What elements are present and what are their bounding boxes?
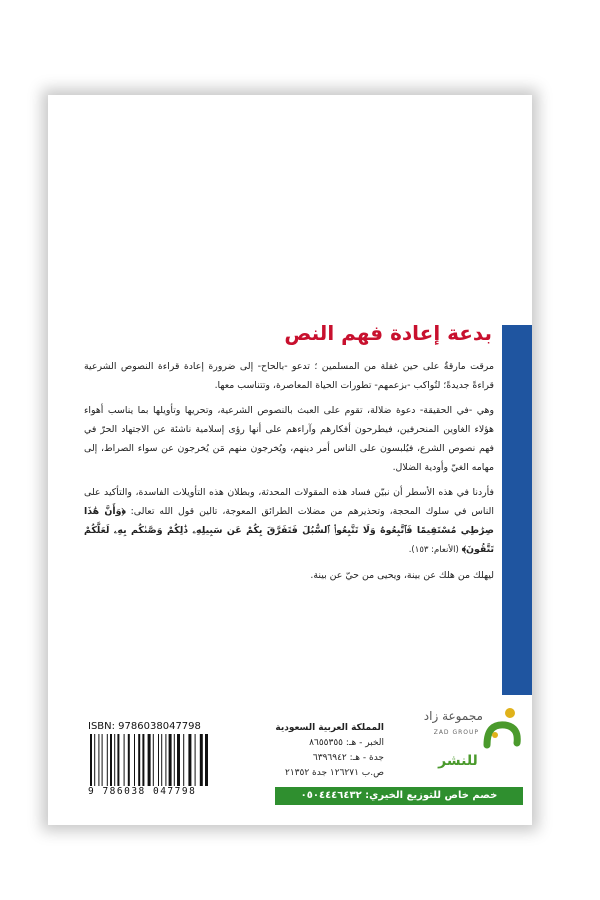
paragraph-1: مرقت مارقةٌ على حين غفلة من المسلمين ؛ تدعو -بالحاح- إلى ضرورة إعادة قراءة النصوص الشرعية قراءةً جديدةً؛ لتُواكب -بزعمهم- تطورات الحياة المعاصرة، وتتناسب معها. bbox=[84, 361, 494, 391]
logo-brand-arabic: مجموعة زاد bbox=[423, 709, 483, 723]
isbn-label: ISBN: 9786038047798 bbox=[88, 721, 201, 732]
paragraph-2: وهي -في الحقيقة- دعوة ضلالة، تقوم على العبث بالنصوص الشرعية، وتحريها وتأويلها بما يناسب أهواء هؤلاء الغاوين المنحرفين، فيطرحون أفكارهم وآراءهم على أنها رؤى إسلامية ناشئة عن الاجتهاد الحرّ في فهم نصوص الشرع، فيُلبسون على الناس أمر دينهم، ويُخرجون منهم مَن يُخرجون عن سواء الصراط، إلى مهامه الغيّ وأودية الضلال. bbox=[84, 405, 494, 473]
logo-publish-text: للنشر bbox=[438, 753, 478, 769]
blurb-text bbox=[84, 357, 494, 591]
zad-logo-icon bbox=[483, 705, 523, 753]
paragraph-3-text: فأردنا في هذه الأسطر أن نبيّن فساد هذه المقولات المحدثة، وبطلان هذه التأويلات الفاسدة، والتأكيد على الناس في سلوك المحجة، وتحذيرهم من مضلات الطرائق المعوجة، تالين قول الله تعالى: bbox=[84, 487, 495, 517]
barcode-digits: 9 786038 047798 bbox=[88, 786, 197, 797]
barcode-icon bbox=[88, 734, 226, 786]
address-line-jeddah: جدة - هـ: ٦٣٩٦٩٤٢ bbox=[312, 753, 384, 763]
book-back-cover bbox=[48, 95, 532, 825]
isbn-barcode bbox=[88, 721, 228, 801]
verse-reference: (الأنعام: ١٥٣). bbox=[408, 545, 459, 555]
book-title: بدعة إعادة فهم النص bbox=[284, 321, 492, 345]
publisher-address bbox=[272, 721, 384, 781]
address-line-khobar: الخبر - هـ: ٨٦٥٥٣٥٥ bbox=[309, 738, 384, 748]
closing-line: ليهلك من هلك عن بينة، ويحيى من حيّ عن بينة. bbox=[310, 570, 494, 581]
address-line-pobox: ص.ب ١٢٦٢٧١ جدة ٢١٣٥٢ bbox=[285, 768, 384, 778]
address-country: المملكة العربية السعودية bbox=[275, 723, 384, 733]
publisher-logo bbox=[393, 705, 523, 780]
paragraph-3 bbox=[84, 483, 494, 560]
charity-discount-banner: خصم خاص للتوزيع الخيري: ٠٥٠٤٤٤٦٤٣٢ bbox=[275, 787, 523, 805]
blue-side-bar bbox=[502, 325, 532, 695]
quran-verse: ﴿وَأَنَّ هَٰذَا صِرَٰطِي مُسْتَقِيمًا فَٱتَّبِعُوهُ وَلَا تَتَّبِعُوا۟ ٱلسُّبُلَ فَتَفَرَّقَ بِكُمْ عَن سَبِيلِهِۦ ذَٰلِكُمْ وَصَّىٰكُم بِهِۦ لَعَلَّكُمْ تَتَّقُونَ﴾ bbox=[84, 506, 494, 555]
logo-brand-english: ZAD GROUP bbox=[433, 729, 479, 736]
